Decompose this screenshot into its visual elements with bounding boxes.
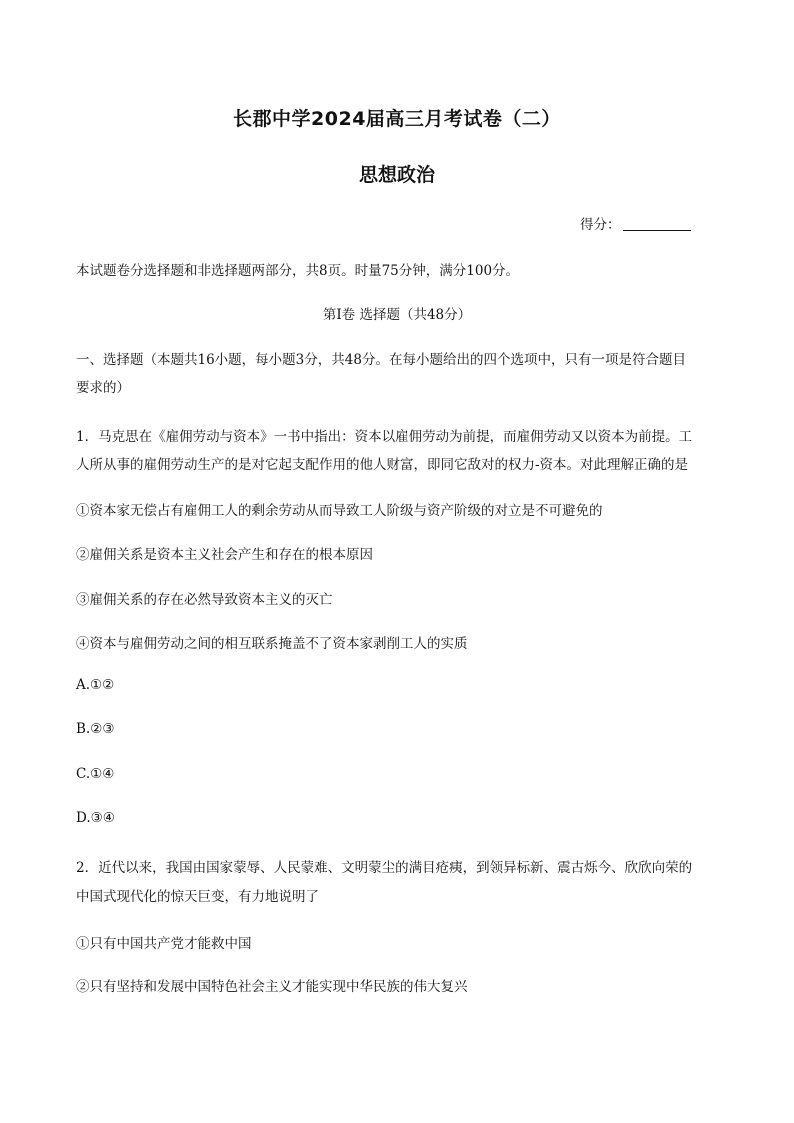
q1-stem-line-1: 1．马克思在《雇佣劳动与资本》一书中指出：资本以雇佣劳动为前提，而雇佣劳动又以资本为前提。工 (76, 429, 693, 445)
score-blank-line (623, 216, 691, 231)
q1-option-a: A.①② (76, 677, 115, 693)
q1-statement-4: ④资本与雇佣劳动之间的相互联系掩盖不了资本家剥削工人的实质 (76, 636, 468, 652)
q1-stem-line-2: 人所从事的雇佣劳动生产的是对它起支配作用的他人财富，即同它敌对的权力-资本。对此理解正确的是 (76, 457, 689, 473)
q1-option-d: D.③④ (76, 810, 115, 826)
q2-stem-line-1: 2．近代以来，我国由国家蒙辱、人民蒙难、文明蒙尘的满目疮痍，到领异标新、震古烁今、欣欣向荣的 (76, 860, 693, 876)
exam-title: 长郡中学2024届高三月考试卷（二） (233, 108, 561, 130)
q1-statement-1: ①资本家无偿占有雇佣工人的剩余劳动从而导致工人阶级与资产阶级的对立是不可避免的 (76, 503, 603, 519)
score-label: 得分： (580, 217, 621, 233)
part-instruction-line-1: 一、选择题（本题共16小题，每小题3分，共48分。在每小题给出的四个选项中，只有一项是符合题目 (76, 352, 686, 368)
q1-statement-3: ③雇佣关系的存在必然导致资本主义的灭亡 (76, 592, 333, 608)
q2-stem-line-2: 中国式现代化的惊天巨变，有力地说明了 (76, 889, 319, 905)
q1-option-b: B.②③ (76, 721, 115, 737)
score-field (580, 213, 691, 233)
subject-title: 思想政治 (358, 164, 435, 186)
q2-statement-1: ①只有中国共产党才能救中国 (76, 936, 252, 952)
q2-statement-2: ②只有坚持和发展中国特色社会主义才能实现中华民族的伟大复兴 (76, 979, 468, 995)
exam-intro: 本试题卷分选择题和非选择题两部分，共8页。时量75分钟，满分100分。 (76, 263, 520, 279)
q1-statement-2: ②雇佣关系是资本主义社会产生和存在的根本原因 (76, 547, 373, 563)
q1-option-c: C.①④ (76, 766, 115, 782)
section-title: 第Ⅰ卷 选择题（共48分） (322, 307, 472, 323)
part-instruction-line-2: 要求的） (76, 380, 130, 396)
